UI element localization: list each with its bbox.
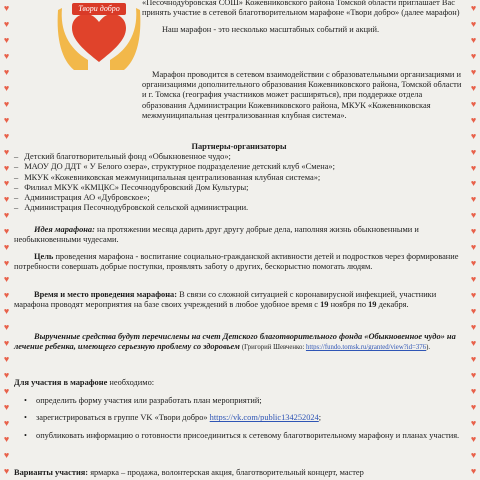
participation-list — [14, 396, 464, 441]
list-item: • опубликовать информацию о готовности присоединиться к сетевому благотворительному марафону и планах участия. — [36, 431, 464, 441]
heart-icon: ♥ — [3, 433, 10, 444]
heart-icon: ♥ — [3, 3, 10, 13]
heart-icon: ♥ — [3, 401, 10, 412]
heart-icon: ♥ — [3, 18, 10, 29]
list-item: • определить форму участия или разработать план мероприятий; — [36, 396, 464, 406]
network-text: Марафон проводится в сетевом взаимодействии с образовательными организациями и организациями дополнительного образования Кожевниковского района, Томской области и г. Томска (география участников может расширяться), при поддержке отдела образования Администрации Кожевниковского района, МКУК «Кожевниковская межмуниципальная централизованная клубная система». — [142, 70, 462, 120]
intro-summary: Наш марафон - это несколько масштабных событий и акций. — [162, 25, 380, 35]
vk-group-link[interactable]: https://vk.com/public134252024 — [209, 413, 319, 423]
heart-icon: ♥ — [470, 66, 477, 77]
funds-close: ). — [426, 344, 431, 352]
heart-icon: ♥ — [470, 34, 477, 45]
time-text: В связи со сложной ситуацией с коронавирусной инфекцией, участники марафона проводят мероприятия на базе своих учреждений в любое удобное время с — [14, 290, 437, 310]
funds-author: (Григорий Шевченко: — [241, 344, 306, 352]
heart-icon: ♥ — [3, 369, 10, 380]
heart-icon: ♥ — [3, 210, 10, 221]
partners-list — [14, 152, 464, 213]
heart-icon: ♥ — [470, 322, 477, 333]
heart-icon: ♥ — [3, 322, 10, 333]
heart-icon: ♥ — [3, 465, 10, 476]
heart-icon: ♥ — [470, 306, 477, 317]
fund-link[interactable]: https://fundo.tomsk.ru/granted/view?id=376 — [305, 344, 427, 352]
left-heart-border — [0, 0, 13, 480]
heart-icon: ♥ — [470, 82, 477, 93]
time-end: декабря. — [376, 300, 409, 310]
goal-paragraph — [14, 252, 464, 272]
heart-icon: ♥ — [470, 385, 477, 396]
heart-icon: ♥ — [3, 194, 10, 205]
partners-title: Партнеры-организаторы — [191, 142, 287, 151]
start-day: 19 — [320, 300, 329, 310]
list-item: – МКУК «Кожевниковская межмуниципальная централизованная клубная система»; — [14, 173, 464, 183]
heart-icon: ♥ — [3, 338, 10, 349]
heart-icon: ♥ — [3, 353, 10, 364]
heart-icon: ♥ — [470, 433, 477, 444]
heart-icon: ♥ — [470, 18, 477, 29]
list-item: – Детский благотворительный фонд «Обыкновенное чудо»; — [14, 152, 464, 162]
idea-section — [14, 225, 464, 245]
heart-icon: ♥ — [3, 162, 10, 173]
participation-title-rest: необходимо: — [107, 378, 155, 387]
vk-register-tail: ; — [318, 413, 322, 423]
heart-icon: ♥ — [3, 178, 10, 189]
participation-title: Для участия в марафоне — [14, 378, 108, 387]
heart-icon: ♥ — [470, 162, 477, 173]
heart-icon: ♥ — [470, 465, 477, 476]
goal-section — [14, 252, 464, 272]
document-page — [14, 0, 464, 480]
time-paragraph — [14, 290, 464, 310]
network-paragraph — [14, 70, 464, 121]
intro-section — [142, 0, 464, 36]
heart-icon: ♥ — [3, 417, 10, 428]
variants-label: Варианты участия: — [14, 468, 89, 477]
heart-icon: ♥ — [470, 338, 477, 349]
end-day: 19 — [368, 300, 377, 310]
funds-section — [14, 332, 464, 353]
heart-icon: ♥ — [470, 353, 477, 364]
variants-text: ярмарка – продажа, волонтерская акция, благотворительный концерт, мастер — [88, 468, 364, 477]
list-item: – МАОУ ДО ДДТ « У Белого озера», структурное подразделение детский клуб «Смена»; — [14, 162, 464, 172]
heart-icon: ♥ — [470, 98, 477, 109]
heart-icon: ♥ — [3, 258, 10, 269]
heart-icon: ♥ — [470, 258, 477, 269]
participation-heading — [14, 378, 464, 388]
funds-text: Вырученные средства будут перечислены на счет Детского благотворительного фонда «Обыкновенное чудо» на лечение ребенка, имеющего серьезную проблему со здоровьем — [14, 332, 456, 352]
list-item: – Филиал МКУК «КМЦКС» Песочнодубровский Дом Культуры; — [14, 183, 464, 193]
heart-icon: ♥ — [3, 449, 10, 460]
heart-icon: ♥ — [3, 226, 10, 237]
list-item: – Администрация АО «Дубровское»; — [14, 193, 464, 203]
list-item: – Администрация Песочнодубровской сельской администрации. — [14, 203, 464, 213]
time-label: Время и место проведения марафона: — [34, 290, 178, 299]
time-mid: ноября по — [328, 300, 369, 310]
list-item — [36, 413, 464, 423]
heart-icon: ♥ — [470, 178, 477, 189]
idea-text: на протяжении месяца дарить друг другу добрые дела, наполняя жизнь обыкновенными и необыкновенными чудесами. — [14, 225, 419, 245]
time-section — [14, 290, 464, 310]
goal-label: Цель — [34, 252, 54, 261]
goal-text: проведения марафона - воспитание социально-гражданской активности детей и подростков через формирование потребности совершать добрые поступки, проявлять заботу о других, бескорыстно помогать людям. — [14, 252, 459, 272]
partners-section — [14, 142, 464, 213]
heart-icon: ♥ — [3, 114, 10, 125]
heart-icon: ♥ — [3, 130, 10, 141]
heart-icon: ♥ — [470, 449, 477, 460]
variants-section — [14, 468, 464, 478]
heart-icon: ♥ — [3, 306, 10, 317]
heart-icon: ♥ — [470, 146, 477, 157]
heart-icon: ♥ — [470, 417, 477, 428]
funds-paragraph — [14, 332, 464, 353]
intro-invitation: «Песочнодубровская СОШ» Кожевниковского района Томской области приглашает Вас принять участие в сетевой благотворительном марафоне «Твори добро» (далее марафон) — [142, 0, 460, 18]
heart-icon: ♥ — [3, 82, 10, 93]
heart-icon: ♥ — [470, 242, 477, 253]
heart-icon: ♥ — [3, 146, 10, 157]
heart-icon: ♥ — [3, 274, 10, 285]
heart-icon: ♥ — [3, 50, 10, 61]
heart-icon: ♥ — [3, 385, 10, 396]
participation-section — [14, 378, 464, 448]
heart-icon: ♥ — [470, 401, 477, 412]
logo-caption: Твори добро — [72, 3, 126, 15]
heart-icon: ♥ — [470, 194, 477, 205]
heart-icon: ♥ — [470, 290, 477, 301]
heart-icon: ♥ — [3, 290, 10, 301]
heart-icon: ♥ — [3, 98, 10, 109]
heart-icon: ♥ — [3, 66, 10, 77]
heart-icon: ♥ — [470, 274, 477, 285]
heart-icon: ♥ — [470, 130, 477, 141]
heart-icon: ♥ — [3, 34, 10, 45]
idea-paragraph — [14, 225, 464, 245]
right-heart-border — [467, 0, 480, 480]
tvori-dobro-logo — [54, 0, 144, 70]
heart-icon: ♥ — [3, 242, 10, 253]
variants-paragraph — [14, 468, 464, 478]
heart-icon: ♥ — [470, 369, 477, 380]
heart-icon: ♥ — [470, 3, 477, 13]
heart-icon: ♥ — [470, 114, 477, 125]
heart-icon: ♥ — [470, 210, 477, 221]
idea-label: Идея марафона: — [34, 225, 95, 234]
heart-icon: ♥ — [470, 50, 477, 61]
heart-icon: ♥ — [470, 226, 477, 237]
vk-register-text: зарегистрироваться в группе VK «Твори добро» — [36, 413, 210, 423]
